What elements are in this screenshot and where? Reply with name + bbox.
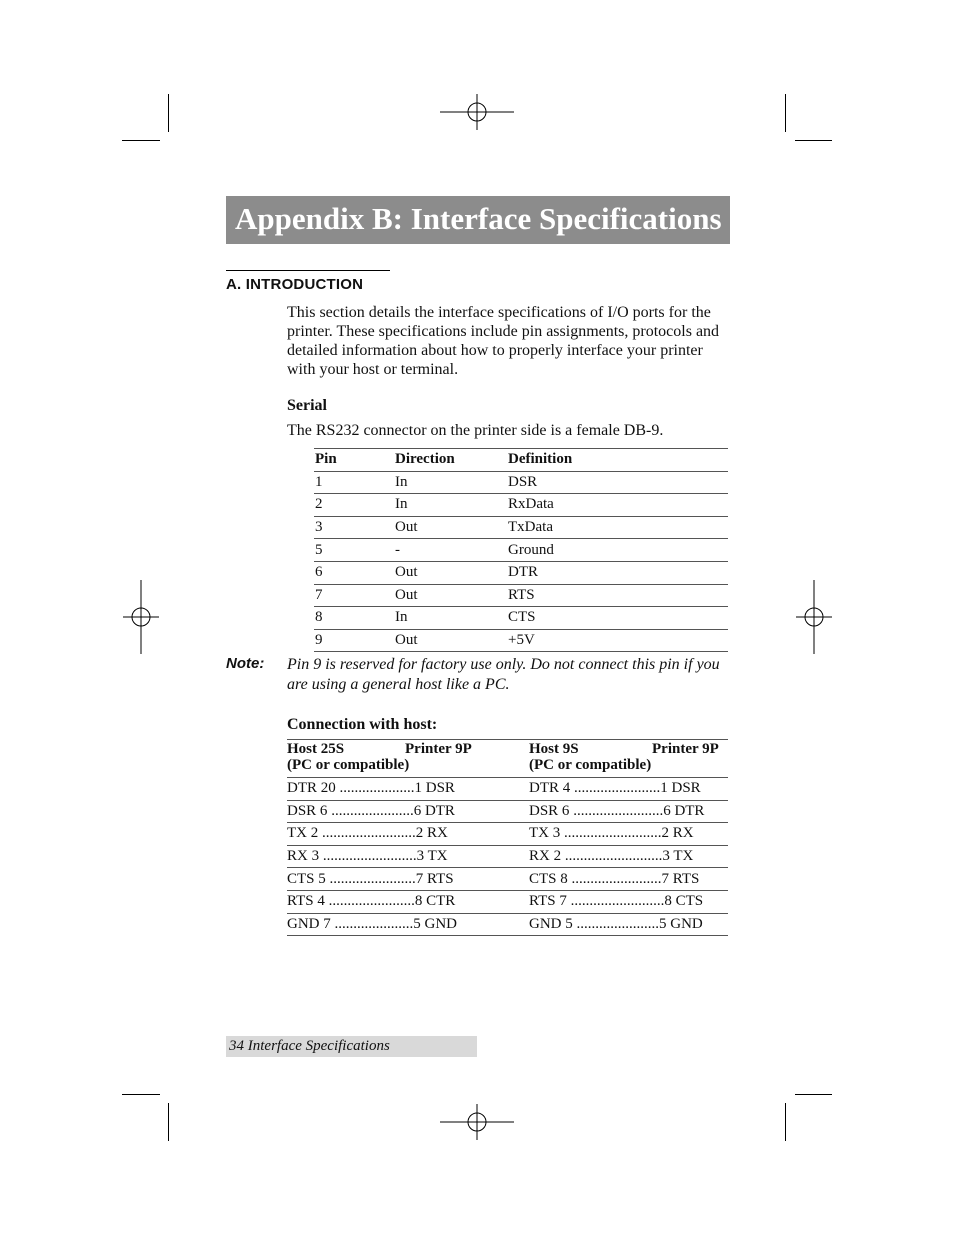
connection-to: 7 RTS xyxy=(415,870,454,887)
connection-to: 6 DTR xyxy=(663,802,705,819)
connection-from: RX 2 xyxy=(529,848,562,865)
pin-cell: 2 xyxy=(314,494,394,517)
table-row xyxy=(314,561,728,584)
note-text: Pin 9 is reserved for factory use only. Do not connect this pin if you are using a general host like a PC. xyxy=(287,656,720,693)
pin-cell: 6 xyxy=(314,561,394,584)
crop-mark xyxy=(795,140,832,141)
serial-description: The RS232 connector on the printer side is a female DB-9. xyxy=(287,422,664,439)
registration-mark-right xyxy=(777,580,851,654)
host-header: Host 9S xyxy=(529,741,579,757)
connection-dots: .......................... xyxy=(564,848,663,865)
connection-from: RTS 7 xyxy=(529,893,567,910)
connection-from: RTS 4 xyxy=(287,893,325,910)
connection-from: GND 5 xyxy=(529,915,573,932)
crop-mark xyxy=(795,1094,832,1095)
connection-from: DSR 6 xyxy=(287,802,328,819)
right-connection-cell xyxy=(529,800,728,823)
host-header: Host 25S xyxy=(287,741,345,757)
left-connection-cell xyxy=(287,868,529,891)
connection-from: RX 3 xyxy=(287,848,320,865)
connection-to: 3 TX xyxy=(662,848,694,865)
connection-from: GND 7 xyxy=(287,915,331,932)
right-connection-cell xyxy=(529,823,728,846)
column-header: Direction xyxy=(394,449,507,472)
table-row xyxy=(314,516,728,539)
column-header: Pin xyxy=(314,449,394,472)
printer-header: Printer 9P xyxy=(652,741,719,757)
host-subheader: (PC or compatible) xyxy=(287,757,410,773)
definition-cell: CTS xyxy=(507,607,728,630)
connection-from: CTS 8 xyxy=(529,870,568,887)
column-header: Definition xyxy=(507,449,728,472)
host-connection-table xyxy=(287,739,728,936)
connection-to: 1 DSR xyxy=(660,780,701,797)
left-connection-cell xyxy=(287,778,529,801)
connection-dots: ...................... xyxy=(331,802,414,819)
connection-dots: ....................... xyxy=(329,870,416,887)
crop-mark xyxy=(785,1103,786,1141)
crop-mark xyxy=(122,140,160,141)
table-header-row xyxy=(287,740,728,778)
connection-dots: .......................... xyxy=(564,825,662,842)
definition-cell: TxData xyxy=(507,516,728,539)
table-row xyxy=(314,584,728,607)
direction-cell: In xyxy=(394,471,507,494)
definition-cell: RxData xyxy=(507,494,728,517)
direction-cell: - xyxy=(394,539,507,562)
left-connection-cell xyxy=(287,845,529,868)
printer-header: Printer 9P xyxy=(405,741,472,757)
direction-cell: Out xyxy=(394,629,507,652)
table-row xyxy=(314,494,728,517)
table-row xyxy=(287,823,728,846)
right-connection-cell xyxy=(529,845,728,868)
connection-from: DSR 6 xyxy=(529,802,570,819)
left-connection-cell xyxy=(287,913,529,936)
connection-dots: ...................... xyxy=(576,915,659,932)
direction-cell: In xyxy=(394,494,507,517)
connection-to: 5 GND xyxy=(413,915,457,932)
connection-from: DTR 4 xyxy=(529,780,571,797)
connection-dots: ........................ xyxy=(571,870,662,887)
host-subheader: (PC or compatible) xyxy=(529,757,652,773)
left-connection-cell xyxy=(287,800,529,823)
connection-to: 8 CTR xyxy=(414,893,456,910)
pin-cell: 1 xyxy=(314,471,394,494)
section-heading: A. INTRODUCTION xyxy=(226,270,390,293)
direction-cell: Out xyxy=(394,584,507,607)
intro-paragraph: This section details the interface specifications of I/O ports for the printer. These specifications include pin assignments, protocols and detailed information about how to properly interface your printer with your host or terminal. xyxy=(287,304,720,378)
table-row xyxy=(287,800,728,823)
connection-to: 6 DTR xyxy=(413,802,455,819)
right-column-header xyxy=(529,740,728,778)
connection-dots: ....................... xyxy=(574,780,661,797)
note-label: Note: xyxy=(226,655,265,672)
crop-mark xyxy=(168,1103,169,1141)
connection-from: CTS 5 xyxy=(287,870,326,887)
table-row xyxy=(314,607,728,630)
connection-dots: ....................... xyxy=(328,893,415,910)
table-row xyxy=(287,868,728,891)
table-row xyxy=(287,890,728,913)
connection-dots: ......................... xyxy=(322,825,416,842)
table-row xyxy=(287,913,728,936)
pin-cell: 3 xyxy=(314,516,394,539)
right-connection-cell xyxy=(529,890,728,913)
left-column-header xyxy=(287,740,529,778)
registration-mark-bottom xyxy=(440,1085,514,1159)
connection-heading: Connection with host: xyxy=(287,716,438,733)
pin-assignment-table xyxy=(314,448,728,652)
pin-cell: 9 xyxy=(314,629,394,652)
page-title: Appendix B: Interface Specifications xyxy=(226,196,730,244)
crop-mark xyxy=(122,1094,160,1095)
definition-cell: +5V xyxy=(507,629,728,652)
table-row xyxy=(287,778,728,801)
connection-to: 8 CTS xyxy=(664,893,704,910)
connection-to: 1 DSR xyxy=(414,780,455,797)
crop-mark xyxy=(785,94,786,132)
definition-cell: DTR xyxy=(507,561,728,584)
definition-cell: RTS xyxy=(507,584,728,607)
serial-heading: Serial xyxy=(287,397,327,414)
right-connection-cell xyxy=(529,778,728,801)
connection-from: TX 2 xyxy=(287,825,319,842)
connection-from: DTR 20 xyxy=(287,780,336,797)
table-row xyxy=(314,629,728,652)
connection-dots: ........................ xyxy=(573,802,664,819)
connection-to: 5 GND xyxy=(659,915,703,932)
pin-cell: 8 xyxy=(314,607,394,630)
definition-cell: DSR xyxy=(507,471,728,494)
left-connection-cell xyxy=(287,890,529,913)
direction-cell: In xyxy=(394,607,507,630)
table-row xyxy=(314,539,728,562)
page-footer: 34 Interface Specifications xyxy=(226,1036,477,1057)
registration-mark-left xyxy=(104,580,178,654)
right-connection-cell xyxy=(529,868,728,891)
connection-to: 3 TX xyxy=(416,848,448,865)
pin-cell: 7 xyxy=(314,584,394,607)
direction-cell: Out xyxy=(394,516,507,539)
connection-dots: ......................... xyxy=(570,893,665,910)
connection-from: TX 3 xyxy=(529,825,561,842)
right-connection-cell xyxy=(529,913,728,936)
connection-dots: .................... xyxy=(339,780,415,797)
registration-mark-top xyxy=(440,75,514,149)
connection-dots: ......................... xyxy=(322,848,417,865)
left-connection-cell xyxy=(287,823,529,846)
connection-dots: ..................... xyxy=(334,915,414,932)
connection-to: 2 RX xyxy=(415,825,448,842)
connection-to: 7 RTS xyxy=(661,870,700,887)
crop-mark xyxy=(168,94,169,132)
table-row xyxy=(314,471,728,494)
direction-cell: Out xyxy=(394,561,507,584)
connection-to: 2 RX xyxy=(661,825,694,842)
table-row xyxy=(287,845,728,868)
table-header-row xyxy=(314,449,728,472)
definition-cell: Ground xyxy=(507,539,728,562)
pin-cell: 5 xyxy=(314,539,394,562)
